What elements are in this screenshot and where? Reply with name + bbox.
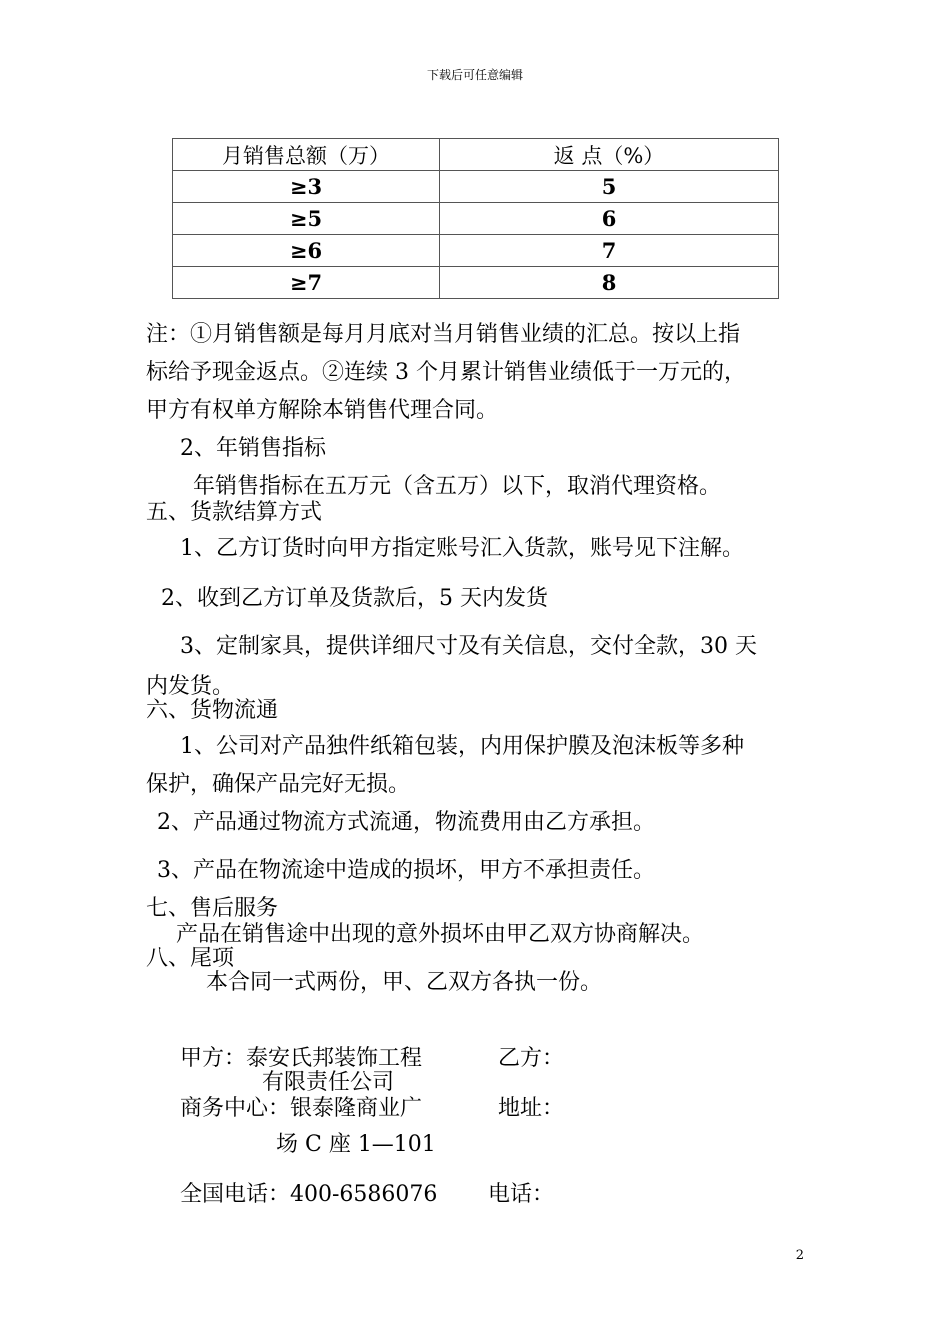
table-cell-sales: ≥7 <box>173 267 440 299</box>
note-line-2: 标给予现金返点。②连续 3 个月累计销售业绩低于一万元的， <box>146 360 746 385</box>
annual-target-title: 2、年销售指标 <box>180 436 326 461</box>
table-cell-sales: ≥5 <box>173 203 440 235</box>
section-7-title: 七、售后服务 <box>146 896 279 921</box>
section-8-text: 本合同一式两份，甲、乙双方各执一份。 <box>206 970 603 995</box>
page-header: 下载后可任意编辑 <box>426 68 523 82</box>
section-6-item-1-line-1: 1、公司对产品独件纸箱包装，内用保护膜及泡沫板等多种 <box>180 734 744 759</box>
party-a-name-line-1: 甲方：泰安氏邦装饰工程 <box>180 1046 423 1071</box>
table-cell-rebate: 7 <box>440 235 779 267</box>
party-a-name-line-2: 有限责任公司 <box>262 1070 395 1095</box>
table-header-row <box>173 139 779 171</box>
section-6-title: 六、货物流通 <box>146 698 279 723</box>
table-row <box>173 267 779 299</box>
section-7-text: 产品在销售途中出现的意外损坏由甲乙双方协商解决。 <box>176 922 705 947</box>
section-6-item-3: 3、产品在物流途中造成的损坏，甲方不承担责任。 <box>157 858 655 883</box>
business-center-line-1: 商务中心：银泰隆商业广 <box>180 1096 423 1121</box>
column-header-monthly-sales: 月销售总额（万） <box>173 139 440 171</box>
table-cell-rebate: 8 <box>440 267 779 299</box>
section-5-item-3-line-2: 内发货。 <box>146 674 235 699</box>
section-5-item-1: 1、乙方订货时向甲方指定账号汇入货款，账号见下注解。 <box>180 536 744 561</box>
table-cell-rebate: 5 <box>440 171 779 203</box>
national-phone: 全国电话：400-6586076 <box>180 1182 438 1207</box>
address-label: 地址： <box>498 1096 565 1121</box>
rebate-table <box>172 138 779 299</box>
page-number: 2 <box>795 1248 804 1263</box>
business-center-line-2: 场 C 座 1—101 <box>276 1132 436 1157</box>
table-cell-sales: ≥6 <box>173 235 440 267</box>
table-row <box>173 203 779 235</box>
section-8-title: 八、尾项 <box>146 946 235 971</box>
section-6-item-1-line-2: 保护，确保产品完好无损。 <box>146 772 411 797</box>
table-cell-sales: ≥3 <box>173 171 440 203</box>
section-6-item-2: 2、产品通过物流方式流通，物流费用由乙方承担。 <box>157 810 655 835</box>
phone-label: 电话： <box>488 1182 555 1207</box>
annual-target-text: 年销售指标在五万元（含五万）以下，取消代理资格。 <box>193 474 722 499</box>
table-row <box>173 171 779 203</box>
note-line-3: 甲方有权单方解除本销售代理合同。 <box>146 398 499 423</box>
note-line-1: 注：①月销售额是每月月底对当月销售业绩的汇总。按以上指 <box>146 322 741 347</box>
table-cell-rebate: 6 <box>440 203 779 235</box>
column-header-rebate: 返 点（%） <box>440 139 779 171</box>
section-5-item-2: 2、收到乙方订单及货款后，5 天内发货 <box>161 586 548 611</box>
table-row <box>173 235 779 267</box>
section-5-item-3-line-1: 3、定制家具，提供详细尺寸及有关信息，交付全款，30 天 <box>180 634 757 659</box>
section-5-title: 五、货款结算方式 <box>146 500 323 525</box>
party-b-label: 乙方： <box>498 1046 565 1071</box>
